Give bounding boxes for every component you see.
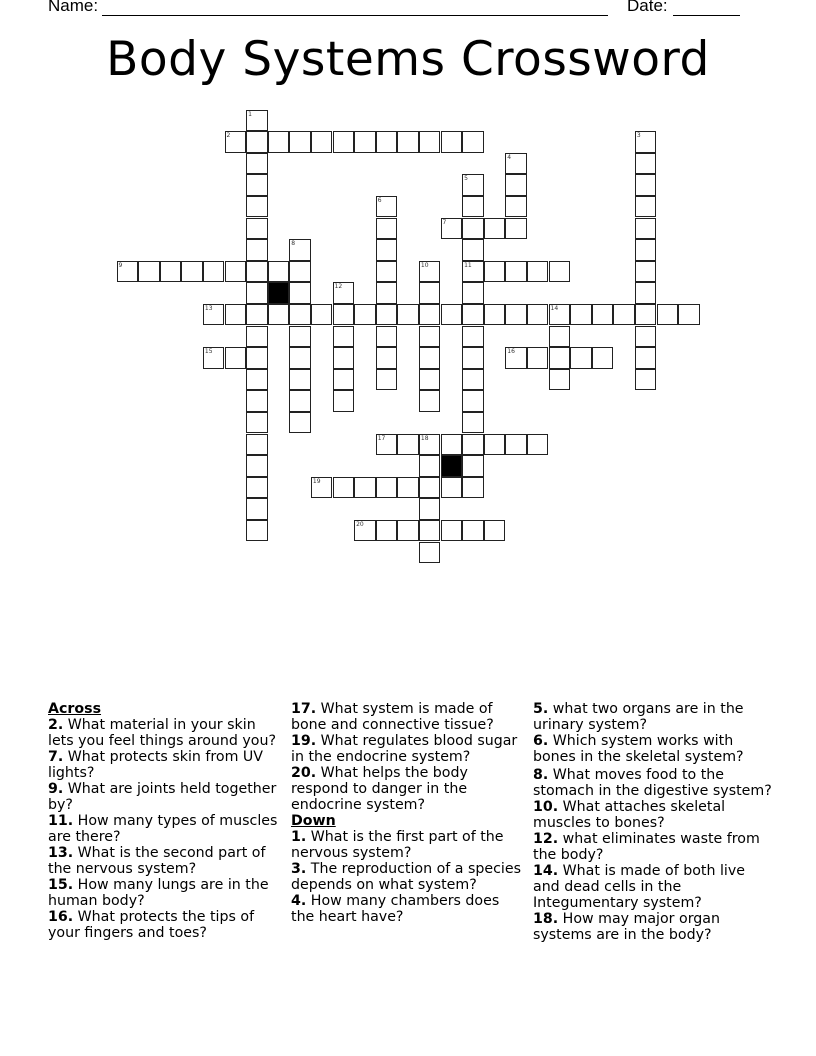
grid-cell[interactable] [203, 261, 225, 283]
grid-cell[interactable] [657, 304, 679, 326]
grid-cell[interactable] [419, 498, 441, 520]
grid-cell[interactable] [268, 304, 290, 326]
grid-cell[interactable] [333, 131, 355, 153]
grid-cell[interactable] [419, 326, 441, 348]
clue-number: 4 [507, 153, 512, 161]
grid-cell[interactable] [246, 390, 268, 412]
clue-across-9: 9. What are joints held together by? [48, 781, 277, 813]
grid-cell[interactable] [549, 304, 571, 326]
page-title: Body Systems Crossword [106, 32, 710, 87]
grid-cell[interactable] [549, 326, 571, 348]
grid-cell[interactable] [246, 153, 268, 175]
grid-cell[interactable] [462, 261, 484, 283]
grid-cell[interactable] [246, 110, 268, 132]
grid-cell[interactable] [376, 369, 398, 391]
grid-cell[interactable] [246, 369, 268, 391]
grid-cell[interactable] [289, 369, 311, 391]
date-label: Date: [627, 0, 668, 15]
name-field[interactable] [102, 15, 608, 16]
clue-number: 13 [204, 304, 213, 312]
grid-cell[interactable] [484, 434, 506, 456]
grid-cell[interactable] [613, 304, 635, 326]
grid-cell[interactable] [333, 390, 355, 412]
grid-cell[interactable] [462, 131, 484, 153]
grid-cell[interactable] [505, 174, 527, 196]
grid-cell[interactable] [333, 304, 355, 326]
grid-cell[interactable] [505, 153, 527, 175]
grid-cell[interactable] [462, 520, 484, 542]
grid-cell[interactable] [441, 434, 463, 456]
clue-across-13: 13. What is the second part of the nervous system? [48, 845, 266, 877]
grid-cell[interactable] [354, 131, 376, 153]
clue-number: 6 [377, 196, 382, 204]
clue-down-1: 1. What is the first part of the nervous system? [291, 829, 504, 861]
grid-cell[interactable] [376, 218, 398, 240]
grid-cell[interactable] [505, 347, 527, 369]
grid-cell[interactable] [441, 218, 463, 240]
clue-down-10: 10. What attaches skeletal muscles to bones? [533, 799, 726, 831]
grid-cell[interactable] [397, 434, 419, 456]
grid-cell[interactable] [246, 412, 268, 434]
clue-number: 18 [420, 434, 429, 442]
grid-cell[interactable] [549, 347, 571, 369]
grid-cell[interactable] [246, 261, 268, 283]
grid-cell[interactable] [635, 131, 657, 153]
grid-cell[interactable] [376, 261, 398, 283]
grid-cell[interactable] [225, 347, 247, 369]
grid-cell[interactable] [570, 347, 592, 369]
grid-cell[interactable] [397, 131, 419, 153]
grid-cell[interactable] [527, 347, 549, 369]
grid-cell[interactable] [462, 282, 484, 304]
grid-cell[interactable] [246, 174, 268, 196]
grid-cell[interactable] [678, 304, 700, 326]
grid-cell[interactable] [462, 218, 484, 240]
grid-cell[interactable] [419, 261, 441, 283]
clue-down-3: 3. The reproduction of a species depends on what system? [291, 861, 521, 893]
grid-cell[interactable] [354, 520, 376, 542]
grid-cell[interactable] [462, 455, 484, 477]
grid-cell[interactable] [505, 218, 527, 240]
grid-cell[interactable] [203, 304, 225, 326]
grid-cell[interactable] [635, 239, 657, 261]
grid-cell[interactable] [635, 174, 657, 196]
grid-cell[interactable] [527, 434, 549, 456]
grid-cell[interactable] [246, 304, 268, 326]
grid-cell[interactable] [462, 477, 484, 499]
grid-cell[interactable] [138, 261, 160, 283]
grid-cell[interactable] [289, 239, 311, 261]
grid-cell[interactable] [505, 196, 527, 218]
grid-cell[interactable] [333, 326, 355, 348]
grid-cell[interactable] [333, 477, 355, 499]
clue-number: 11 [464, 261, 472, 269]
clue-number: 19 [312, 477, 321, 485]
clue-number: 16 [507, 348, 515, 356]
grid-cell[interactable] [635, 153, 657, 175]
grid-cell[interactable] [462, 239, 484, 261]
grid-cell[interactable] [181, 261, 203, 283]
grid-cell[interactable] [117, 261, 139, 283]
clue-number: 14 [550, 304, 559, 312]
grid-cell[interactable] [246, 347, 268, 369]
grid-cell[interactable] [462, 369, 484, 391]
grid-cell[interactable] [462, 412, 484, 434]
grid-cell[interactable] [333, 282, 355, 304]
grid-cell[interactable] [635, 347, 657, 369]
grid-cell[interactable] [419, 477, 441, 499]
grid-cell[interactable] [246, 326, 268, 348]
clue-number: 5 [464, 175, 468, 183]
grid-cell[interactable] [635, 261, 657, 283]
grid-cell[interactable] [419, 131, 441, 153]
grid-cell[interactable] [225, 131, 247, 153]
grid-cell[interactable] [311, 304, 333, 326]
grid-cell[interactable] [246, 282, 268, 304]
grid-cell[interactable] [635, 326, 657, 348]
grid-cell[interactable] [354, 304, 376, 326]
grid-cell[interactable] [333, 369, 355, 391]
grid-cell[interactable] [246, 520, 268, 542]
grid-cell[interactable] [354, 477, 376, 499]
grid-cell[interactable] [225, 304, 247, 326]
grid-cell[interactable] [462, 304, 484, 326]
grid-cell[interactable] [592, 304, 614, 326]
grid-cell[interactable] [397, 520, 419, 542]
grid-cell[interactable] [225, 261, 247, 283]
clue-number: 8 [291, 240, 296, 248]
grid-cell[interactable] [289, 390, 311, 412]
grid-cell[interactable] [635, 282, 657, 304]
grid-cell[interactable] [376, 282, 398, 304]
grid-cell[interactable] [419, 369, 441, 391]
grid-cell[interactable] [441, 304, 463, 326]
clue-number: 15 [204, 348, 213, 356]
clue-number: 10 [420, 261, 429, 269]
grid-cell[interactable] [289, 412, 311, 434]
clue-down-5: 5. what two organs are in the urinary system? [533, 701, 744, 733]
grid-cell[interactable] [289, 261, 311, 283]
clue-across-16: 16. What protects the tips of your fingers and toes? [48, 909, 255, 941]
grid-cell[interactable] [484, 304, 506, 326]
grid-cell[interactable] [419, 347, 441, 369]
grid-cell[interactable] [462, 174, 484, 196]
grid-cell[interactable] [635, 304, 657, 326]
grid-cell[interactable] [441, 131, 463, 153]
grid-cell[interactable] [376, 520, 398, 542]
name-label: Name: [48, 0, 99, 15]
grid-cell[interactable] [462, 196, 484, 218]
grid-cell[interactable] [376, 196, 398, 218]
clue-number: 17 [377, 434, 386, 442]
grid-cell[interactable] [549, 369, 571, 391]
grid-cell[interactable] [635, 196, 657, 218]
grid-cell[interactable] [376, 434, 398, 456]
grid-cell[interactable] [441, 477, 463, 499]
grid-cell[interactable] [289, 326, 311, 348]
grid-cell[interactable] [246, 477, 268, 499]
grid-cell[interactable] [419, 282, 441, 304]
clues-column-3 [533, 701, 773, 943]
grid-cell[interactable] [419, 542, 441, 564]
grid-cell[interactable] [527, 261, 549, 283]
grid-cell[interactable] [246, 218, 268, 240]
grid-cell[interactable] [246, 434, 268, 456]
date-field[interactable] [673, 15, 740, 16]
grid-cell[interactable] [419, 390, 441, 412]
grid-cell[interactable] [376, 326, 398, 348]
grid-cell[interactable] [419, 434, 441, 456]
grid-cell[interactable] [246, 498, 268, 520]
grid-cell[interactable] [505, 434, 527, 456]
grid-cell[interactable] [484, 218, 506, 240]
grid-cell[interactable] [160, 261, 182, 283]
clue-down-12: 12. what eliminates waste from the body? [533, 831, 760, 863]
clue-across-7: 7. What protects skin from UV lights? [48, 749, 263, 781]
clue-number: 1 [248, 110, 252, 118]
clue-across-17: 17. What system is made of bone and connective tissue? [291, 701, 494, 733]
grid-cell[interactable] [570, 304, 592, 326]
clue-down-4: 4. How many chambers does the heart have? [291, 893, 500, 925]
clue-number: 3 [636, 132, 641, 140]
across-heading: Across [48, 701, 102, 717]
grid-cell[interactable] [419, 520, 441, 542]
clue-number: 20 [356, 520, 364, 528]
clue-across-19: 19. What regulates blood sugar in the endocrine system? [291, 733, 518, 765]
grid-cell[interactable] [289, 282, 311, 304]
grid-cell[interactable] [419, 304, 441, 326]
grid-cell[interactable] [246, 239, 268, 261]
clues-column-2 [291, 701, 527, 925]
grid-cell[interactable] [203, 347, 225, 369]
grid-cell[interactable] [592, 347, 614, 369]
grid-cell[interactable] [246, 455, 268, 477]
grid-cell[interactable] [635, 218, 657, 240]
grid-cell[interactable] [376, 239, 398, 261]
grid-cell[interactable] [246, 196, 268, 218]
grid-cell[interactable] [397, 304, 419, 326]
clue-across-2: 2. What material in your skin lets you feel things around you? [48, 717, 277, 749]
clue-down-14: 14. What is made of both live and dead cells in the Integumentary system? [533, 863, 745, 911]
clues-column-1 [48, 701, 284, 941]
clue-across-20: 20. What helps the body respond to danger in the endocrine system? [291, 765, 468, 813]
clue-across-15: 15. How many lungs are in the human body? [48, 877, 269, 909]
grid-cell[interactable] [376, 477, 398, 499]
grid-cell[interactable] [289, 304, 311, 326]
grid-cell[interactable] [462, 347, 484, 369]
grid-cell[interactable] [505, 304, 527, 326]
clue-down-6: 6. Which system works with bones in the skeletal system? [533, 733, 744, 765]
grid-cell[interactable] [635, 369, 657, 391]
grid-cell[interactable] [268, 261, 290, 283]
grid-cell[interactable] [376, 131, 398, 153]
clue-across-11: 11. How many types of muscles are there? [48, 813, 278, 845]
grid-cell[interactable] [484, 261, 506, 283]
grid-cell[interactable] [289, 131, 311, 153]
grid-cell[interactable] [268, 131, 290, 153]
down-heading: Down [291, 813, 336, 829]
grid-cell[interactable] [397, 477, 419, 499]
grid-cell[interactable] [549, 261, 571, 283]
clue-down-18: 18. How may major organ systems are in the body? [533, 911, 720, 943]
clue-down-8: 8. What moves food to the stomach in the digestive system? [533, 767, 772, 799]
grid-cell[interactable] [527, 304, 549, 326]
grid-cell[interactable] [462, 390, 484, 412]
clue-number: 9 [118, 261, 123, 269]
black-cell [268, 282, 290, 304]
grid-cell[interactable] [311, 131, 333, 153]
grid-cell[interactable] [484, 520, 506, 542]
grid-cell[interactable] [505, 261, 527, 283]
grid-cell[interactable] [462, 326, 484, 348]
grid-cell[interactable] [311, 477, 333, 499]
clue-number: 7 [442, 218, 447, 226]
clue-number: 12 [334, 283, 343, 291]
grid-cell[interactable] [376, 304, 398, 326]
grid-cell[interactable] [419, 455, 441, 477]
grid-cell[interactable] [289, 347, 311, 369]
clue-number: 2 [226, 132, 231, 140]
black-cell [441, 455, 463, 477]
crossword-grid [117, 110, 717, 570]
grid-cell[interactable] [441, 520, 463, 542]
grid-cell[interactable] [462, 434, 484, 456]
grid-cell[interactable] [376, 347, 398, 369]
grid-cell[interactable] [333, 347, 355, 369]
grid-cell[interactable] [246, 131, 268, 153]
